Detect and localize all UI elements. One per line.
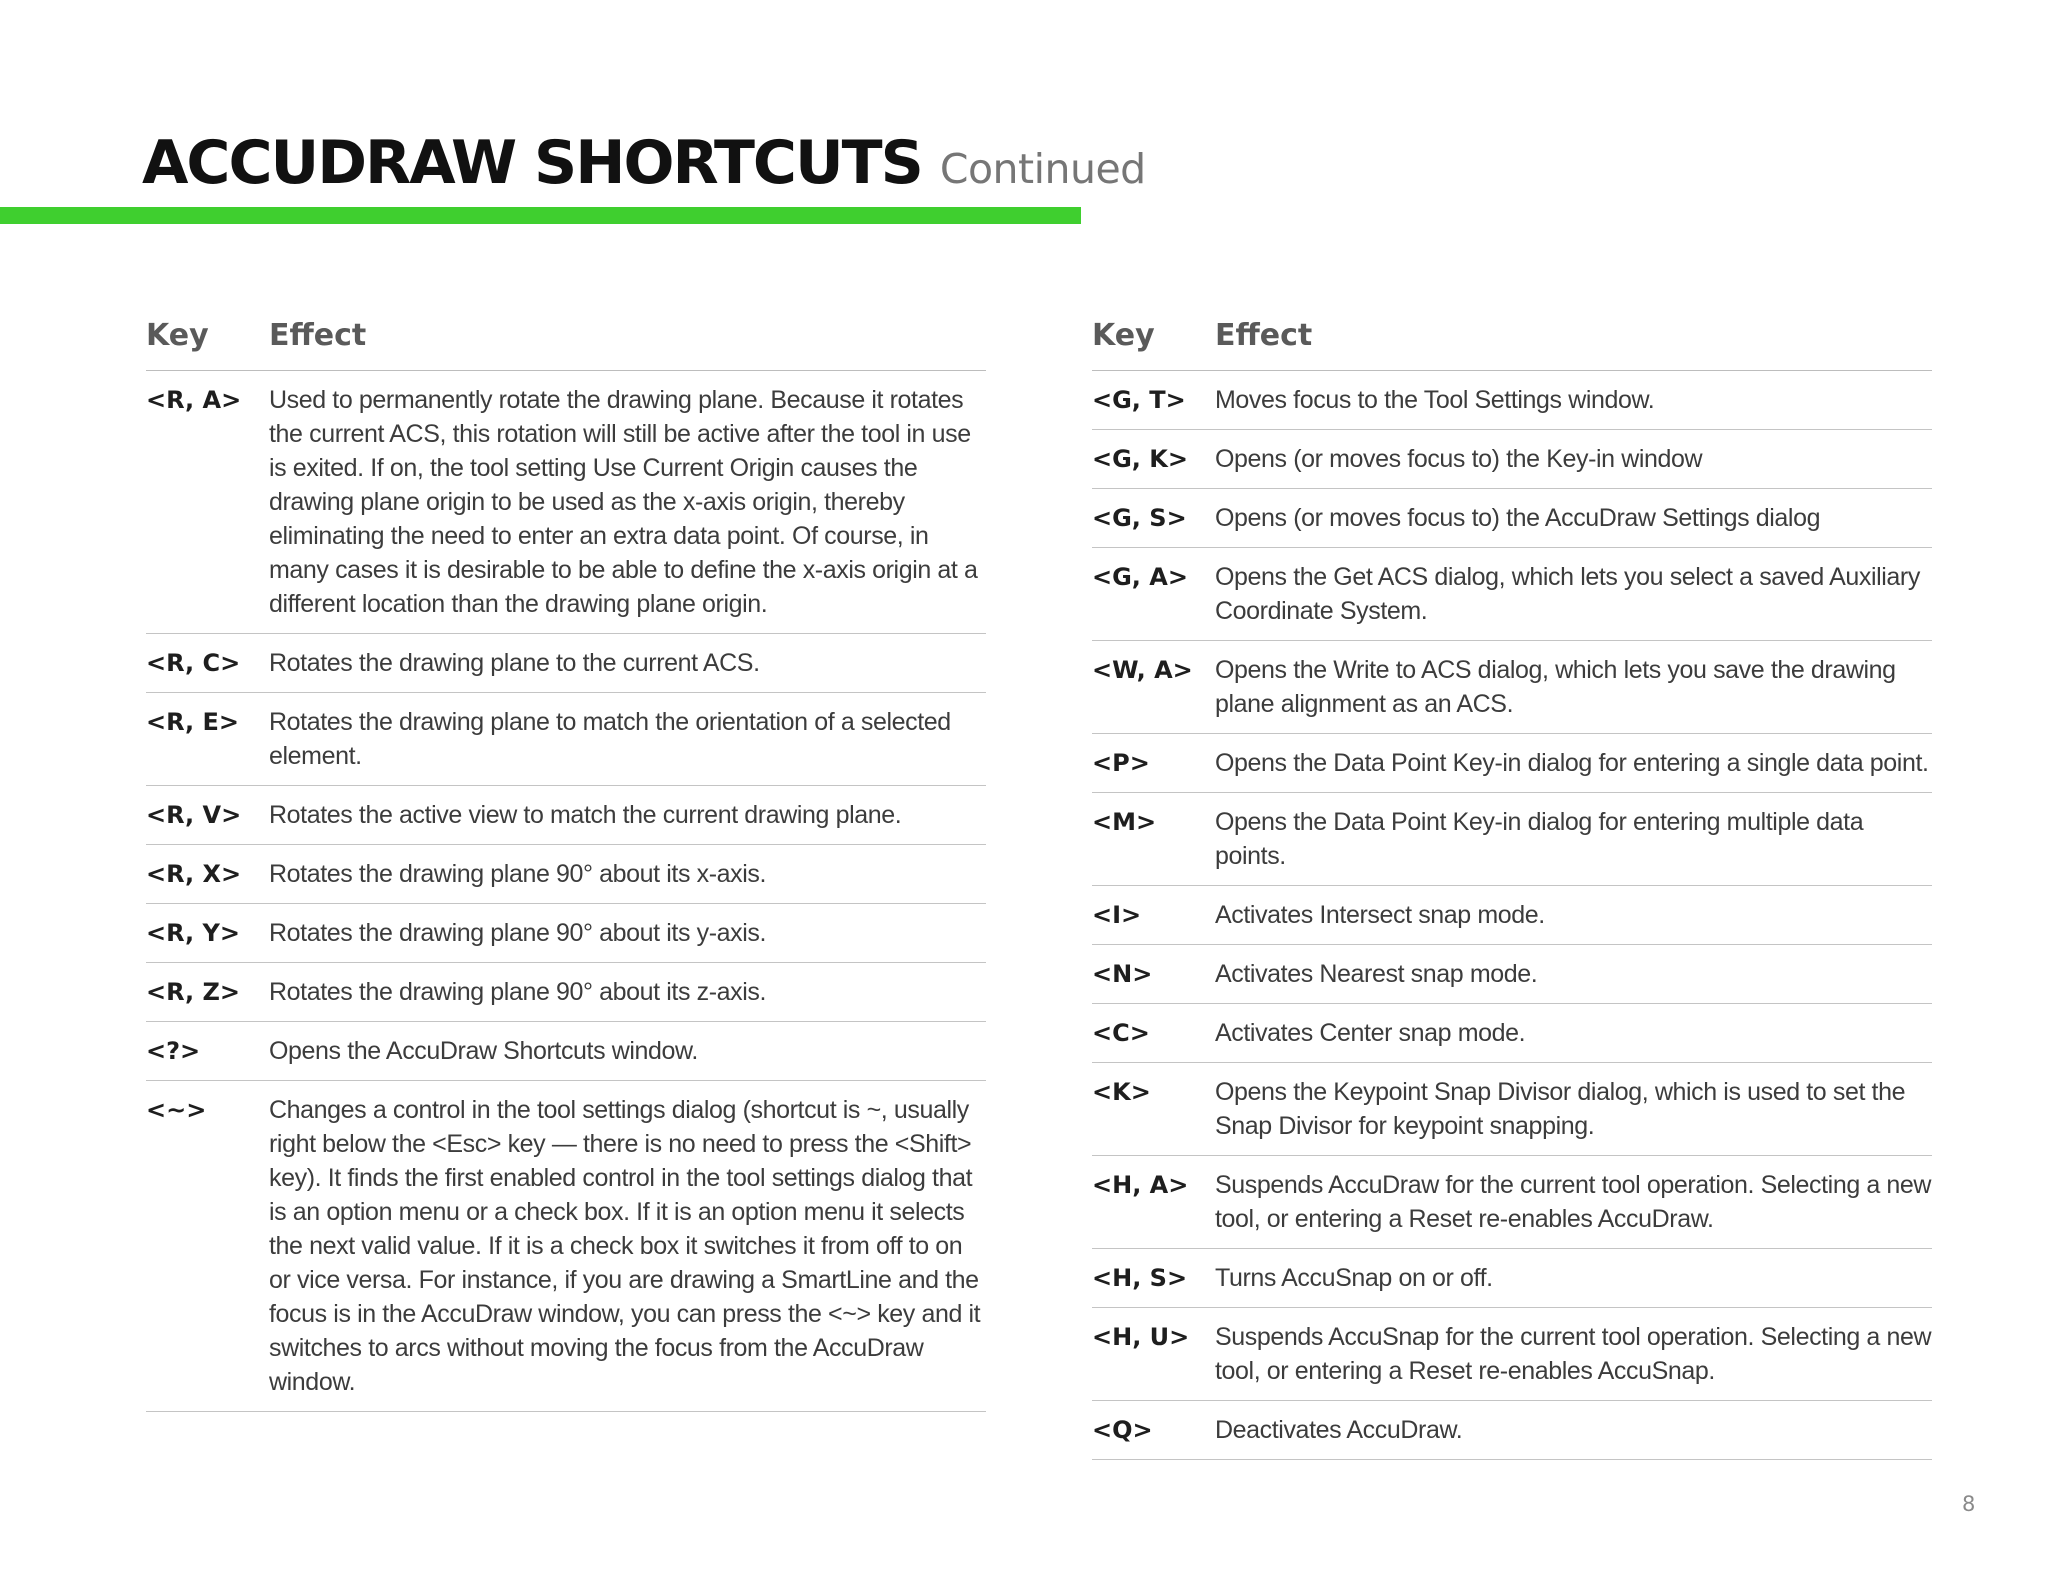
table-row xyxy=(1092,1308,1932,1401)
table-row xyxy=(146,1081,986,1412)
table-row xyxy=(1092,489,1932,548)
shortcut-key: <R, A> xyxy=(146,386,242,414)
shortcut-key: <H, A> xyxy=(1092,1171,1189,1199)
shortcut-key: <W, A> xyxy=(1092,656,1193,684)
shortcut-effect: Opens (or moves focus to) the AccuDraw Settings dialog xyxy=(1215,504,1821,532)
table-row xyxy=(146,845,986,904)
shortcut-effect: Deactivates AccuDraw. xyxy=(1215,1416,1463,1444)
shortcut-effect: Rotates the drawing plane 90° about its x-axis. xyxy=(269,860,767,888)
shortcut-key: <R, X> xyxy=(146,860,242,888)
shortcut-key: <G, T> xyxy=(1092,386,1186,414)
shortcut-key: <R, Z> xyxy=(146,978,241,1006)
table-row xyxy=(1092,430,1932,489)
shortcut-effect: Moves focus to the Tool Settings window. xyxy=(1215,386,1655,414)
shortcut-key: <K> xyxy=(1092,1078,1151,1106)
table-row xyxy=(1092,371,1932,430)
shortcut-key: <H, S> xyxy=(1092,1264,1188,1292)
table-row xyxy=(1092,1063,1932,1156)
left-shortcuts-table xyxy=(146,318,986,1412)
effect-column-header: Effect xyxy=(269,318,367,353)
key-column-header: Key xyxy=(146,318,209,353)
table-row xyxy=(146,371,986,634)
page-number: 8 xyxy=(1962,1492,1976,1516)
page-subtitle: Continued xyxy=(939,145,1146,193)
table-row xyxy=(1092,1004,1932,1063)
page-title: ACCUDRAW SHORTCUTS xyxy=(142,128,922,198)
right-shortcuts-table xyxy=(1092,318,1932,1460)
page-header xyxy=(142,128,1146,198)
shortcut-key: <M> xyxy=(1092,808,1157,836)
accent-bar xyxy=(0,207,1081,224)
shortcut-effect: Opens (or moves focus to) the Key-in window xyxy=(1215,445,1703,473)
shortcut-key: <Q> xyxy=(1092,1416,1153,1444)
table-row xyxy=(146,904,986,963)
shortcut-effect: Opens the Write to ACS dialog, which lets you save the drawing plane alignment as an ACS. xyxy=(1215,656,1896,718)
shortcut-key: <~> xyxy=(146,1096,207,1124)
shortcut-key: <R, Y> xyxy=(146,919,240,947)
shortcut-key: <I> xyxy=(1092,901,1142,929)
shortcut-effect: Opens the Get ACS dialog, which lets you select a saved Auxiliary Coordinate System. xyxy=(1215,563,1920,625)
table-row xyxy=(1092,734,1932,793)
shortcut-key: <N> xyxy=(1092,960,1153,988)
shortcut-effect: Activates Center snap mode. xyxy=(1215,1019,1526,1047)
table-row xyxy=(146,634,986,693)
table-row xyxy=(146,693,986,786)
table-row xyxy=(1092,641,1932,734)
table-row xyxy=(1092,1401,1932,1460)
shortcut-key: <?> xyxy=(146,1037,201,1065)
table-row xyxy=(1092,1156,1932,1249)
shortcut-key: <C> xyxy=(1092,1019,1150,1047)
shortcut-effect: Activates Nearest snap mode. xyxy=(1215,960,1538,988)
shortcut-effect: Opens the Data Point Key-in dialog for entering a single data point. xyxy=(1215,749,1929,777)
table-header xyxy=(146,318,986,371)
shortcut-effect: Turns AccuSnap on or off. xyxy=(1215,1264,1493,1292)
shortcut-key: <G, A> xyxy=(1092,563,1188,591)
shortcut-effect: Opens the Data Point Key-in dialog for entering multiple data points. xyxy=(1215,808,1864,870)
table-row xyxy=(146,1022,986,1081)
shortcut-effect: Changes a control in the tool settings dialog (shortcut is ~, usually right below the <Esc> key — there is no need to press the <Shift> key). It finds the first enabled control in the tool settings dialog that is an option menu or a check box. If it is an option menu it selects the next valid value. If it is a check box it switches it from off to on or vice versa. For instance, if you are drawing a SmartLine and the focus is in the AccuDraw window, you can press the <~> key and it switches to arcs without moving the focus from the AccuDraw window. xyxy=(269,1096,981,1396)
shortcut-effect: Opens the Keypoint Snap Divisor dialog, which is used to set the Snap Divisor for keypoint snapping. xyxy=(1215,1078,1906,1140)
shortcut-key: <P> xyxy=(1092,749,1150,777)
table-row xyxy=(1092,886,1932,945)
shortcut-effect: Rotates the drawing plane 90° about its z-axis. xyxy=(269,978,767,1006)
shortcut-key: <G, K> xyxy=(1092,445,1188,473)
shortcut-effect: Rotates the drawing plane 90° about its y-axis. xyxy=(269,919,767,947)
table-header xyxy=(1092,318,1932,371)
shortcut-effect: Rotates the drawing plane to the current ACS. xyxy=(269,649,760,677)
shortcut-effect: Activates Intersect snap mode. xyxy=(1215,901,1545,929)
key-column-header: Key xyxy=(1092,318,1155,353)
shortcut-key: <G, S> xyxy=(1092,504,1187,532)
table-row xyxy=(146,963,986,1022)
shortcut-key: <H, U> xyxy=(1092,1323,1190,1351)
shortcut-effect: Suspends AccuSnap for the current tool operation. Selecting a new tool, or entering a Reset re-enables AccuSnap. xyxy=(1215,1323,1932,1385)
effect-column-header: Effect xyxy=(1215,318,1313,353)
table-row xyxy=(1092,548,1932,641)
shortcut-effect: Rotates the active view to match the current drawing plane. xyxy=(269,801,902,829)
shortcut-effect: Opens the AccuDraw Shortcuts window. xyxy=(269,1037,698,1065)
table-row xyxy=(1092,945,1932,1004)
shortcut-effect: Used to permanently rotate the drawing plane. Because it rotates the current ACS, this rotation will still be active after the tool in use is exited. If on, the tool setting Use Current Origin causes the drawing plane origin to be used as the x-axis origin, thereby eliminating the need to enter an extra data point. Of course, in many cases it is desirable to be able to define the x-axis origin at a different location than the drawing plane origin. xyxy=(269,386,978,618)
table-row xyxy=(1092,1249,1932,1308)
shortcut-effect: Rotates the drawing plane to match the orientation of a selected element. xyxy=(269,708,951,770)
shortcut-key: <R, E> xyxy=(146,708,240,736)
table-row xyxy=(146,786,986,845)
shortcut-key: <R, V> xyxy=(146,801,242,829)
shortcut-effect: Suspends AccuDraw for the current tool operation. Selecting a new tool, or entering a Reset re-enables AccuDraw. xyxy=(1215,1171,1932,1233)
table-row xyxy=(1092,793,1932,886)
shortcut-key: <R, C> xyxy=(146,649,241,677)
